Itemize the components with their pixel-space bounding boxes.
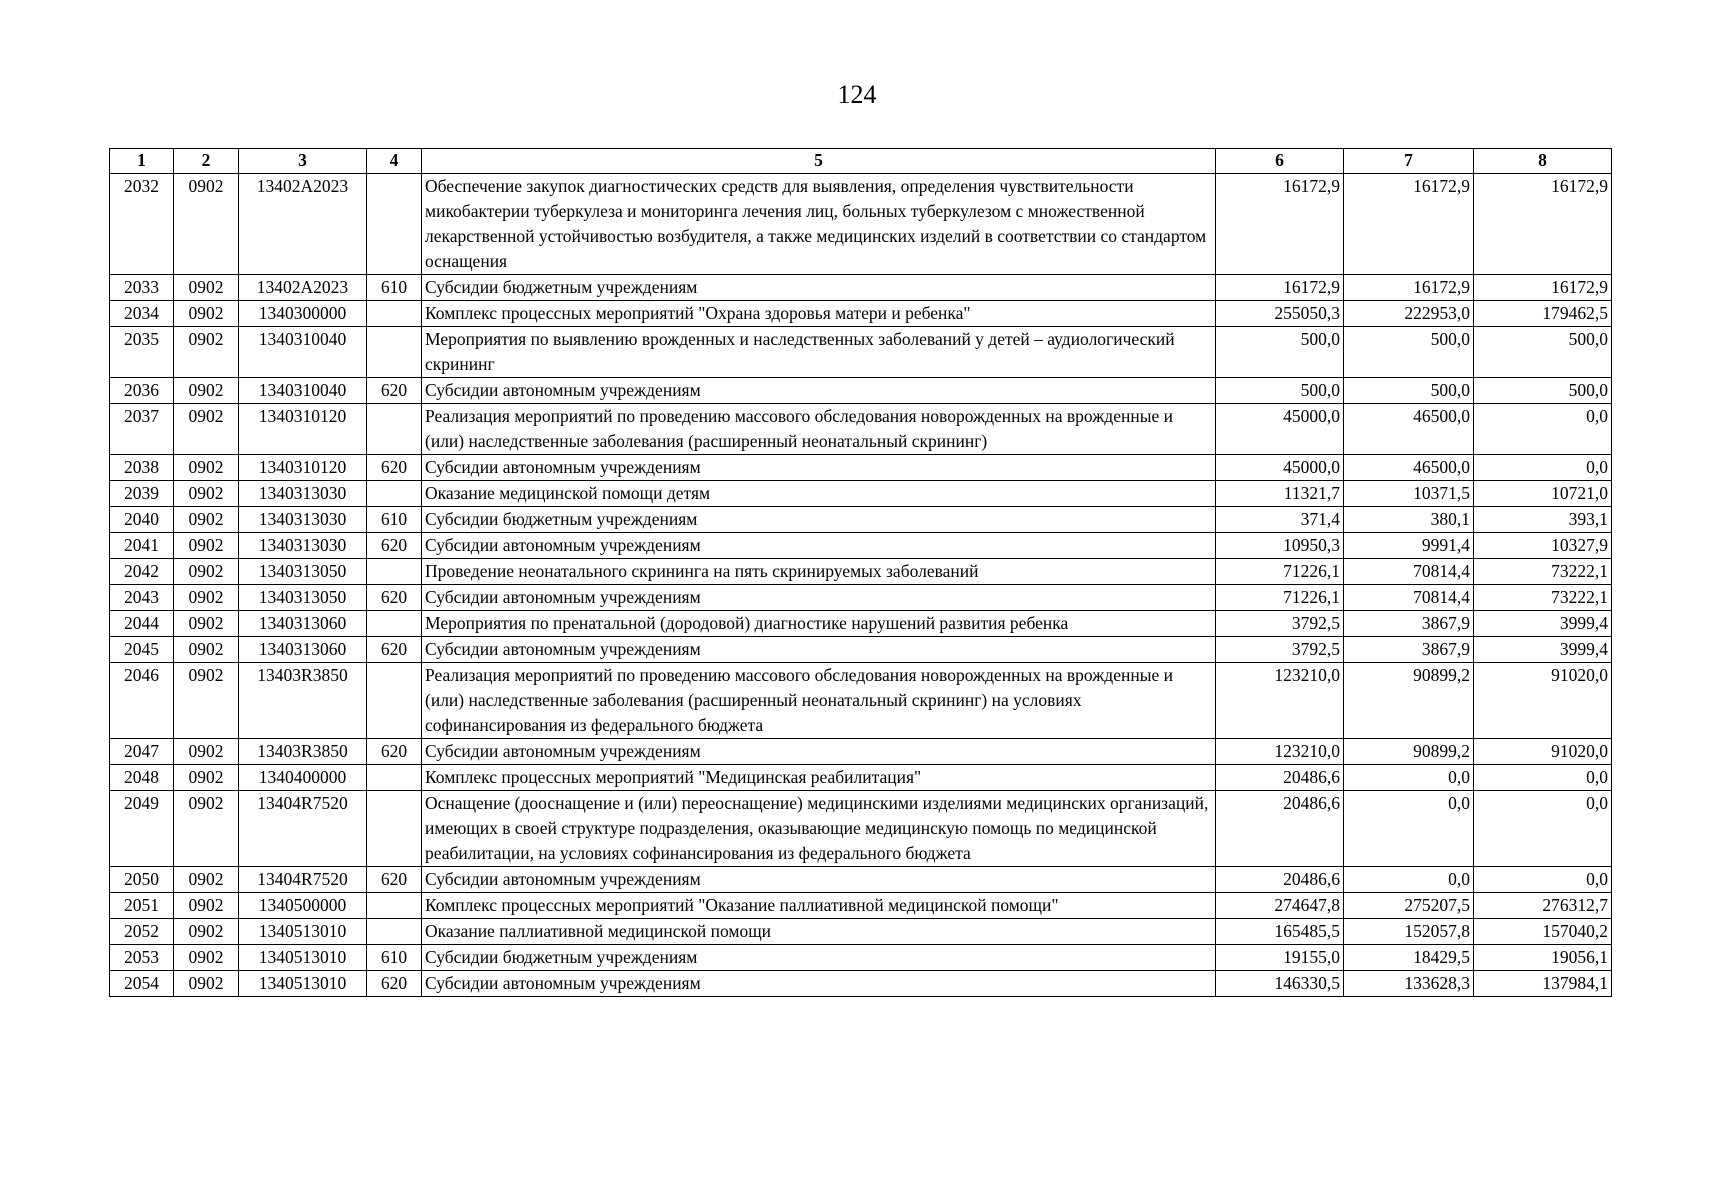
item-name-cell: Субсидии автономным учреждениям xyxy=(422,739,1216,765)
amount-col6-cell: 71226,1 xyxy=(1216,559,1344,585)
item-name-cell: Реализация мероприятий по проведению массового обследования новорожденных на врожденные и (или) наследственные заболевания (расширенный неонатальный скрининг) xyxy=(422,404,1216,455)
table-row xyxy=(110,455,1612,481)
section-code-cell: 0902 xyxy=(174,301,239,327)
target-code-cell: 1340310040 xyxy=(239,378,367,404)
amount-col7-cell: 152057,8 xyxy=(1344,919,1474,945)
item-name-cell: Субсидии автономным учреждениям xyxy=(422,533,1216,559)
section-code-cell: 0902 xyxy=(174,663,239,739)
amount-col7-cell: 10371,5 xyxy=(1344,481,1474,507)
amount-col6-cell: 500,0 xyxy=(1216,378,1344,404)
target-code-cell: 1340310120 xyxy=(239,404,367,455)
amount-col8-cell: 16172,9 xyxy=(1474,174,1612,275)
amount-col7-cell: 70814,4 xyxy=(1344,585,1474,611)
expense-type-cell: 620 xyxy=(367,739,422,765)
target-code-cell: 13402A2023 xyxy=(239,174,367,275)
target-code-cell: 1340310120 xyxy=(239,455,367,481)
expense-type-cell xyxy=(367,481,422,507)
amount-col8-cell: 73222,1 xyxy=(1474,585,1612,611)
amount-col7-cell: 3867,9 xyxy=(1344,637,1474,663)
item-name-cell: Субсидии бюджетным учреждениям xyxy=(422,945,1216,971)
amount-col8-cell: 10327,9 xyxy=(1474,533,1612,559)
row-number-cell: 2037 xyxy=(110,404,174,455)
amount-col6-cell: 45000,0 xyxy=(1216,404,1344,455)
expense-type-cell: 620 xyxy=(367,971,422,997)
expense-type-cell xyxy=(367,174,422,275)
expense-type-cell xyxy=(367,559,422,585)
amount-col8-cell: 91020,0 xyxy=(1474,739,1612,765)
amount-col6-cell: 3792,5 xyxy=(1216,637,1344,663)
amount-col8-cell: 137984,1 xyxy=(1474,971,1612,997)
item-name-cell: Мероприятия по пренатальной (дородовой) диагностике нарушений развития ребенка xyxy=(422,611,1216,637)
row-number-cell: 2033 xyxy=(110,275,174,301)
expense-type-cell xyxy=(367,611,422,637)
row-number-cell: 2040 xyxy=(110,507,174,533)
section-code-cell: 0902 xyxy=(174,404,239,455)
row-number-cell: 2035 xyxy=(110,327,174,378)
expense-type-cell: 620 xyxy=(367,533,422,559)
amount-col8-cell: 157040,2 xyxy=(1474,919,1612,945)
target-code-cell: 13402A2023 xyxy=(239,275,367,301)
amount-col6-cell: 165485,5 xyxy=(1216,919,1344,945)
row-number-cell: 2038 xyxy=(110,455,174,481)
row-number-cell: 2036 xyxy=(110,378,174,404)
amount-col6-cell: 500,0 xyxy=(1216,327,1344,378)
table-row xyxy=(110,791,1612,867)
amount-col8-cell: 393,1 xyxy=(1474,507,1612,533)
amount-col7-cell: 46500,0 xyxy=(1344,455,1474,481)
row-number-cell: 2050 xyxy=(110,867,174,893)
item-name-cell: Субсидии автономным учреждениям xyxy=(422,637,1216,663)
item-name-cell: Оснащение (дооснащение и (или) переоснащение) медицинскими изделиями медицинских организаций, имеющих в своей структуре подразделения, оказывающие медицинскую помощь по медицинской реабилитации, на условиях софинансирования из федерального бюджета xyxy=(422,791,1216,867)
table-row xyxy=(110,893,1612,919)
table-row xyxy=(110,739,1612,765)
section-code-cell: 0902 xyxy=(174,765,239,791)
amount-col7-cell: 70814,4 xyxy=(1344,559,1474,585)
table-row xyxy=(110,585,1612,611)
section-code-cell: 0902 xyxy=(174,945,239,971)
table-row xyxy=(110,507,1612,533)
target-code-cell: 1340500000 xyxy=(239,893,367,919)
header-cell-3: 3 xyxy=(239,149,367,174)
amount-col6-cell: 19155,0 xyxy=(1216,945,1344,971)
table-row xyxy=(110,663,1612,739)
header-cell-8: 8 xyxy=(1474,149,1612,174)
item-name-cell: Комплекс процессных мероприятий "Охрана здоровья матери и ребенка" xyxy=(422,301,1216,327)
item-name-cell: Субсидии автономным учреждениям xyxy=(422,867,1216,893)
expense-type-cell: 610 xyxy=(367,275,422,301)
table-row xyxy=(110,637,1612,663)
amount-col6-cell: 123210,0 xyxy=(1216,739,1344,765)
row-number-cell: 2051 xyxy=(110,893,174,919)
amount-col6-cell: 16172,9 xyxy=(1216,174,1344,275)
target-code-cell: 1340313030 xyxy=(239,507,367,533)
target-code-cell: 1340310040 xyxy=(239,327,367,378)
amount-col6-cell: 3792,5 xyxy=(1216,611,1344,637)
amount-col7-cell: 16172,9 xyxy=(1344,275,1474,301)
item-name-cell: Субсидии автономным учреждениям xyxy=(422,455,1216,481)
section-code-cell: 0902 xyxy=(174,481,239,507)
target-code-cell: 1340300000 xyxy=(239,301,367,327)
item-name-cell: Комплекс процессных мероприятий "Медицинская реабилитация" xyxy=(422,765,1216,791)
amount-col8-cell: 0,0 xyxy=(1474,765,1612,791)
amount-col6-cell: 274647,8 xyxy=(1216,893,1344,919)
amount-col7-cell: 222953,0 xyxy=(1344,301,1474,327)
row-number-cell: 2039 xyxy=(110,481,174,507)
amount-col7-cell: 0,0 xyxy=(1344,765,1474,791)
amount-col7-cell: 133628,3 xyxy=(1344,971,1474,997)
table-row xyxy=(110,971,1612,997)
expense-type-cell xyxy=(367,404,422,455)
amount-col8-cell: 91020,0 xyxy=(1474,663,1612,739)
table-row xyxy=(110,919,1612,945)
table-header xyxy=(110,149,1612,174)
expense-type-cell xyxy=(367,327,422,378)
section-code-cell: 0902 xyxy=(174,867,239,893)
amount-col7-cell: 380,1 xyxy=(1344,507,1474,533)
row-number-cell: 2049 xyxy=(110,791,174,867)
row-number-cell: 2054 xyxy=(110,971,174,997)
section-code-cell: 0902 xyxy=(174,174,239,275)
row-number-cell: 2043 xyxy=(110,585,174,611)
amount-col6-cell: 11321,7 xyxy=(1216,481,1344,507)
item-name-cell: Субсидии бюджетным учреждениям xyxy=(422,275,1216,301)
section-code-cell: 0902 xyxy=(174,611,239,637)
amount-col8-cell: 16172,9 xyxy=(1474,275,1612,301)
row-number-cell: 2047 xyxy=(110,739,174,765)
amount-col6-cell: 371,4 xyxy=(1216,507,1344,533)
amount-col7-cell: 90899,2 xyxy=(1344,663,1474,739)
row-number-cell: 2053 xyxy=(110,945,174,971)
table-row xyxy=(110,481,1612,507)
table-row xyxy=(110,327,1612,378)
section-code-cell: 0902 xyxy=(174,893,239,919)
section-code-cell: 0902 xyxy=(174,533,239,559)
section-code-cell: 0902 xyxy=(174,585,239,611)
target-code-cell: 1340513010 xyxy=(239,919,367,945)
header-cell-1: 1 xyxy=(110,149,174,174)
item-name-cell: Комплекс процессных мероприятий "Оказание паллиативной медицинской помощи" xyxy=(422,893,1216,919)
section-code-cell: 0902 xyxy=(174,455,239,481)
row-number-cell: 2052 xyxy=(110,919,174,945)
expense-type-cell xyxy=(367,765,422,791)
amount-col8-cell: 3999,4 xyxy=(1474,637,1612,663)
expense-type-cell xyxy=(367,893,422,919)
row-number-cell: 2034 xyxy=(110,301,174,327)
section-code-cell: 0902 xyxy=(174,971,239,997)
table-row xyxy=(110,275,1612,301)
budget-table xyxy=(109,148,1612,997)
section-code-cell: 0902 xyxy=(174,791,239,867)
table-row xyxy=(110,378,1612,404)
item-name-cell: Субсидии автономным учреждениям xyxy=(422,971,1216,997)
amount-col6-cell: 71226,1 xyxy=(1216,585,1344,611)
expense-type-cell xyxy=(367,663,422,739)
section-code-cell: 0902 xyxy=(174,327,239,378)
item-name-cell: Обеспечение закупок диагностических средств для выявления, определения чувствительности микобактерии туберкулеза и мониторинга лечения лиц, больных туберкулезом с множественной лекарственной устойчивостью возбудителя, а также медицинских изделий в соответствии со стандартом оснащения xyxy=(422,174,1216,275)
row-number-cell: 2045 xyxy=(110,637,174,663)
table-row xyxy=(110,404,1612,455)
amount-col8-cell: 10721,0 xyxy=(1474,481,1612,507)
target-code-cell: 13404R7520 xyxy=(239,791,367,867)
header-cell-5: 5 xyxy=(422,149,1216,174)
item-name-cell: Оказание паллиативной медицинской помощи xyxy=(422,919,1216,945)
row-number-cell: 2042 xyxy=(110,559,174,585)
expense-type-cell: 620 xyxy=(367,867,422,893)
item-name-cell: Проведение неонатального скрининга на пять скринируемых заболеваний xyxy=(422,559,1216,585)
target-code-cell: 1340513010 xyxy=(239,945,367,971)
item-name-cell: Субсидии бюджетным учреждениям xyxy=(422,507,1216,533)
header-cell-2: 2 xyxy=(174,149,239,174)
amount-col8-cell: 3999,4 xyxy=(1474,611,1612,637)
target-code-cell: 13404R7520 xyxy=(239,867,367,893)
expense-type-cell xyxy=(367,791,422,867)
table-row xyxy=(110,174,1612,275)
amount-col7-cell: 500,0 xyxy=(1344,327,1474,378)
amount-col8-cell: 73222,1 xyxy=(1474,559,1612,585)
amount-col8-cell: 0,0 xyxy=(1474,455,1612,481)
target-code-cell: 1340313030 xyxy=(239,481,367,507)
header-cell-7: 7 xyxy=(1344,149,1474,174)
amount-col6-cell: 16172,9 xyxy=(1216,275,1344,301)
row-number-cell: 2048 xyxy=(110,765,174,791)
row-number-cell: 2032 xyxy=(110,174,174,275)
amount-col7-cell: 0,0 xyxy=(1344,791,1474,867)
item-name-cell: Оказание медицинской помощи детям xyxy=(422,481,1216,507)
row-number-cell: 2044 xyxy=(110,611,174,637)
amount-col6-cell: 146330,5 xyxy=(1216,971,1344,997)
row-number-cell: 2041 xyxy=(110,533,174,559)
amount-col7-cell: 275207,5 xyxy=(1344,893,1474,919)
target-code-cell: 1340313050 xyxy=(239,585,367,611)
target-code-cell: 1340313060 xyxy=(239,637,367,663)
section-code-cell: 0902 xyxy=(174,919,239,945)
item-name-cell: Мероприятия по выявлению врожденных и наследственных заболеваний у детей – аудиологический скрининг xyxy=(422,327,1216,378)
row-number-cell: 2046 xyxy=(110,663,174,739)
table-row xyxy=(110,301,1612,327)
section-code-cell: 0902 xyxy=(174,637,239,663)
table-row xyxy=(110,945,1612,971)
amount-col7-cell: 0,0 xyxy=(1344,867,1474,893)
amount-col6-cell: 20486,6 xyxy=(1216,765,1344,791)
header-cell-6: 6 xyxy=(1216,149,1344,174)
table-row xyxy=(110,765,1612,791)
section-code-cell: 0902 xyxy=(174,275,239,301)
amount-col6-cell: 255050,3 xyxy=(1216,301,1344,327)
table-row xyxy=(110,559,1612,585)
expense-type-cell: 610 xyxy=(367,945,422,971)
section-code-cell: 0902 xyxy=(174,559,239,585)
target-code-cell: 1340313060 xyxy=(239,611,367,637)
expense-type-cell: 620 xyxy=(367,585,422,611)
target-code-cell: 1340513010 xyxy=(239,971,367,997)
table-row xyxy=(110,867,1612,893)
expense-type-cell: 620 xyxy=(367,455,422,481)
target-code-cell: 13403R3850 xyxy=(239,739,367,765)
page-number: 124 xyxy=(837,80,877,109)
header-row xyxy=(110,149,1612,174)
item-name-cell: Реализация мероприятий по проведению массового обследования новорожденных на врожденные и (или) наследственные заболевания (расширенный неонатальный скрининг) на условиях софинансирования из федерального бюджета xyxy=(422,663,1216,739)
amount-col8-cell: 19056,1 xyxy=(1474,945,1612,971)
amount-col7-cell: 9991,4 xyxy=(1344,533,1474,559)
amount-col7-cell: 500,0 xyxy=(1344,378,1474,404)
amount-col8-cell: 0,0 xyxy=(1474,791,1612,867)
expense-type-cell: 620 xyxy=(367,637,422,663)
amount-col8-cell: 500,0 xyxy=(1474,327,1612,378)
table-row xyxy=(110,611,1612,637)
amount-col8-cell: 0,0 xyxy=(1474,867,1612,893)
table-row xyxy=(110,533,1612,559)
section-code-cell: 0902 xyxy=(174,378,239,404)
target-code-cell: 1340313030 xyxy=(239,533,367,559)
amount-col6-cell: 10950,3 xyxy=(1216,533,1344,559)
section-code-cell: 0902 xyxy=(174,507,239,533)
target-code-cell: 1340400000 xyxy=(239,765,367,791)
amount-col6-cell: 123210,0 xyxy=(1216,663,1344,739)
amount-col7-cell: 3867,9 xyxy=(1344,611,1474,637)
item-name-cell: Субсидии автономным учреждениям xyxy=(422,378,1216,404)
target-code-cell: 1340313050 xyxy=(239,559,367,585)
expense-type-cell: 620 xyxy=(367,378,422,404)
expense-type-cell xyxy=(367,919,422,945)
amount-col8-cell: 276312,7 xyxy=(1474,893,1612,919)
amount-col6-cell: 20486,6 xyxy=(1216,867,1344,893)
amount-col8-cell: 500,0 xyxy=(1474,378,1612,404)
section-code-cell: 0902 xyxy=(174,739,239,765)
expense-type-cell xyxy=(367,301,422,327)
amount-col7-cell: 46500,0 xyxy=(1344,404,1474,455)
expense-type-cell: 610 xyxy=(367,507,422,533)
amount-col8-cell: 179462,5 xyxy=(1474,301,1612,327)
amount-col7-cell: 16172,9 xyxy=(1344,174,1474,275)
item-name-cell: Субсидии автономным учреждениям xyxy=(422,585,1216,611)
header-cell-4: 4 xyxy=(367,149,422,174)
amount-col7-cell: 18429,5 xyxy=(1344,945,1474,971)
amount-col6-cell: 20486,6 xyxy=(1216,791,1344,867)
amount-col6-cell: 45000,0 xyxy=(1216,455,1344,481)
table-body xyxy=(110,174,1612,997)
amount-col7-cell: 90899,2 xyxy=(1344,739,1474,765)
amount-col8-cell: 0,0 xyxy=(1474,404,1612,455)
target-code-cell: 13403R3850 xyxy=(239,663,367,739)
